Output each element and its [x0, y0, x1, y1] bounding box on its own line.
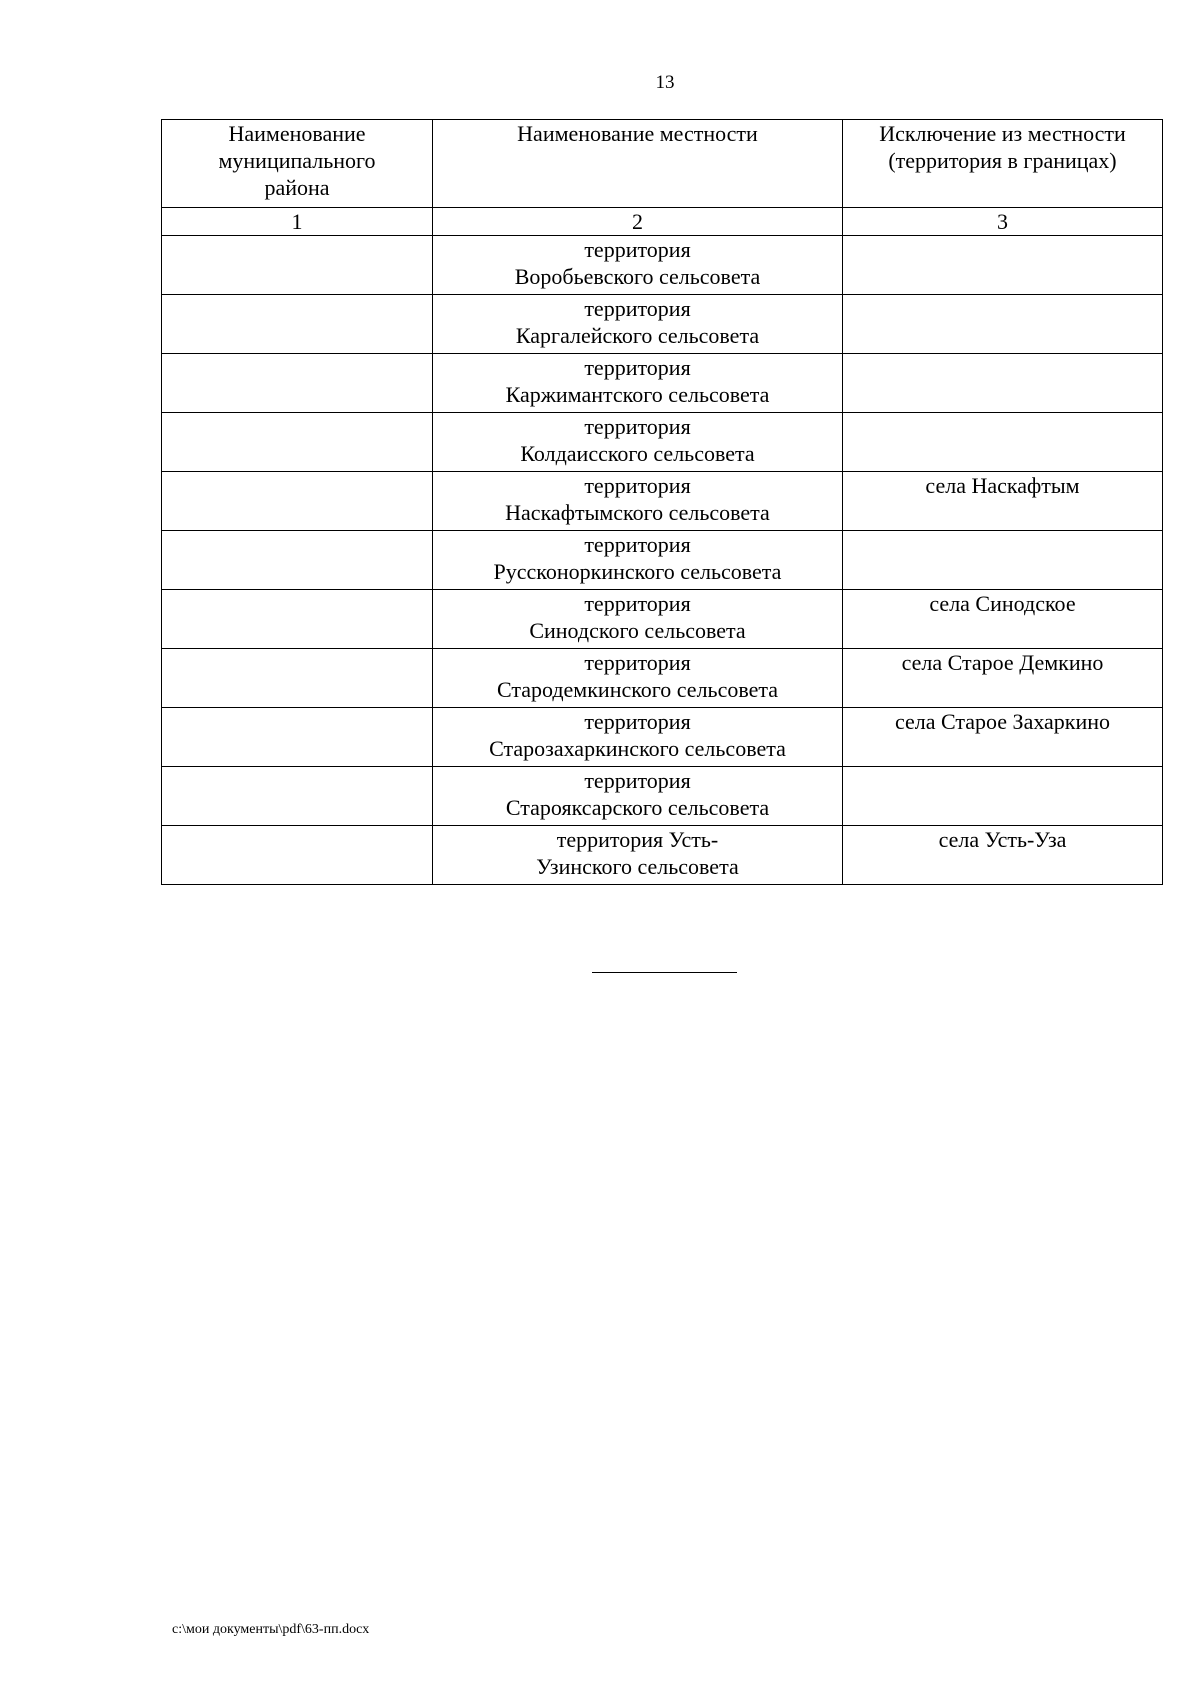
- locality-line: территория: [584, 768, 691, 793]
- locality-cell: [433, 295, 843, 354]
- locality-line: территория: [584, 296, 691, 321]
- locality-cell: [433, 826, 843, 885]
- exclusion-cell: [843, 295, 1163, 354]
- column-number: 2: [433, 208, 843, 236]
- district-cell: [162, 649, 433, 708]
- locality-line: Колдаисского сельсовета: [520, 441, 755, 466]
- locality-cell: [433, 236, 843, 295]
- header-exclusion: Исключение из местности (территория в границах): [843, 120, 1163, 208]
- exclusion-cell: [843, 413, 1163, 472]
- district-cell: [162, 826, 433, 885]
- locality-line: Узинского сельсовета: [536, 854, 739, 879]
- district-cell: [162, 413, 433, 472]
- locality-cell: [433, 413, 843, 472]
- locality-cell: [433, 354, 843, 413]
- table-row: [162, 649, 1163, 708]
- exclusion-cell: [843, 767, 1163, 826]
- locality-line: территория: [584, 650, 691, 675]
- district-cell: [162, 708, 433, 767]
- locality-line: территория: [584, 591, 691, 616]
- locality-line: Воробьевского сельсовета: [514, 264, 761, 289]
- locality-line: территория: [584, 237, 691, 262]
- table-row: [162, 826, 1163, 885]
- district-cell: [162, 767, 433, 826]
- page-number: 13: [655, 72, 675, 93]
- column-number: 3: [843, 208, 1163, 236]
- district-cell: [162, 236, 433, 295]
- locality-cell: [433, 767, 843, 826]
- locality-cell: [433, 708, 843, 767]
- locality-line: Старозахаркинского сельсовета: [489, 736, 786, 761]
- locality-line: территория Усть-: [556, 827, 719, 852]
- exclusion-cell: села Наскафтым: [843, 472, 1163, 531]
- exclusion-cell: [843, 354, 1163, 413]
- locality-line: территория: [584, 532, 691, 557]
- district-cell: [162, 354, 433, 413]
- exclusion-cell: села Усть-Уза: [843, 826, 1163, 885]
- district-cell: [162, 472, 433, 531]
- territory-table: [161, 119, 1163, 885]
- locality-line: Наскафтымского сельсовета: [505, 500, 770, 525]
- footer-file-path: c:\мои документы\pdf\63-пп.docx: [172, 1622, 370, 1637]
- exclusion-cell: [843, 236, 1163, 295]
- district-cell: [162, 295, 433, 354]
- header-district: Наименование муниципального района: [162, 120, 433, 208]
- locality-line: Каржимантского сельсовета: [505, 382, 770, 407]
- table-row: [162, 472, 1163, 531]
- table-row: [162, 354, 1163, 413]
- locality-line: территория: [584, 355, 691, 380]
- locality-cell: [433, 649, 843, 708]
- table-row: [162, 767, 1163, 826]
- locality-line: Стародемкинского сельсовета: [496, 677, 779, 702]
- end-separator-line: [592, 972, 737, 973]
- district-cell: [162, 531, 433, 590]
- locality-line: Руссконоркинского сельсовета: [493, 559, 782, 584]
- locality-cell: [433, 531, 843, 590]
- table-body: [162, 236, 1163, 885]
- table-row: [162, 708, 1163, 767]
- exclusion-cell: села Старое Демкино: [843, 649, 1163, 708]
- table-row: [162, 413, 1163, 472]
- locality-line: Старояксарского сельсовета: [505, 795, 770, 820]
- column-number-row: [162, 208, 1163, 236]
- locality-cell: [433, 590, 843, 649]
- district-cell: [162, 590, 433, 649]
- locality-line: территория: [584, 473, 691, 498]
- locality-cell: [433, 472, 843, 531]
- table-row: [162, 531, 1163, 590]
- table-row: [162, 295, 1163, 354]
- table-header-row: [162, 120, 1163, 208]
- exclusion-cell: [843, 531, 1163, 590]
- locality-line: Каргалейского сельсовета: [515, 323, 760, 348]
- locality-line: территория: [584, 414, 691, 439]
- table-row: [162, 236, 1163, 295]
- exclusion-cell: села Синодское: [843, 590, 1163, 649]
- exclusion-cell: села Старое Захаркино: [843, 708, 1163, 767]
- table-row: [162, 590, 1163, 649]
- locality-line: территория: [584, 709, 691, 734]
- locality-line: Синодского сельсовета: [529, 618, 746, 643]
- header-locality: Наименование местности: [433, 120, 843, 208]
- column-number: 1: [162, 208, 433, 236]
